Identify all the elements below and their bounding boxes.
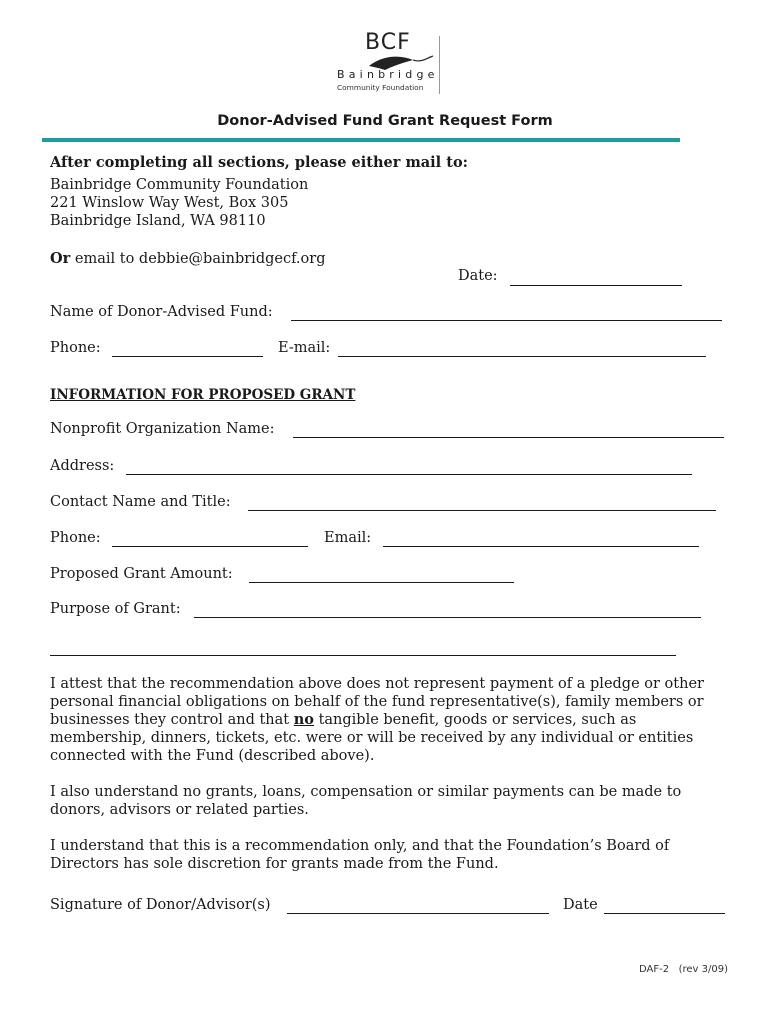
or-label: Or [50,250,71,267]
date-field[interactable] [510,285,682,286]
org-address-field[interactable] [126,474,692,475]
logo-subtitle: Community Foundation [337,83,424,92]
grant-amount-label: Proposed Grant Amount: [50,566,233,582]
date-label: Date: [458,268,498,284]
donor-email-label: E-mail: [278,340,331,356]
attestation-p1-emphasis: no [293,711,314,728]
org-phone-label: Phone: [50,530,101,546]
org-name-field[interactable] [293,437,724,438]
form-title: Donor-Advised Fund Grant Request Form [217,113,553,129]
donor-email-field[interactable] [338,356,706,357]
org-phone-field[interactable] [112,546,308,547]
donor-phone-field[interactable] [112,356,263,357]
purpose-field-continued[interactable] [50,655,676,656]
attestation-p1-start: I attest that the recommendation above does not represent payment of a pledge or other personal financial obligations on behalf of the fund representative(s), family members or businesses they control and that [50,676,704,728]
fund-name-label: Name of Donor-Advised Fund: [50,304,273,320]
signature-date-label: Date [563,897,598,913]
purpose-field[interactable] [194,617,701,618]
address-line-3: Bainbridge Island, WA 98110 [50,213,266,229]
email-instruction [50,250,325,267]
attestation-paragraph-3: I understand that this is a recommendation only, and that the Foundation’s Board of Directors has sole discretion for grants made from the Fund. [50,838,670,872]
purpose-label: Purpose of Grant: [50,601,181,617]
org-name-label: Nonprofit Organization Name: [50,421,275,437]
grant-amount-field[interactable] [249,582,514,583]
signature-date-field[interactable] [604,913,725,914]
logo [335,30,445,96]
org-email-field[interactable] [383,546,699,547]
mail-instructions-heading: After completing all sections, please either mail to: [50,154,468,171]
signature-field[interactable] [287,913,549,914]
address-line-1: Bainbridge Community Foundation [50,177,309,193]
grant-section-heading: INFORMATION FOR PROPOSED GRANT [50,387,356,403]
form-revision-code: DAF-2 (rev 3/09) [638,964,728,975]
org-address-label: Address: [50,458,115,474]
attestation-paragraph-2: I also understand no grants, loans, compensation or similar payments can be made to donors, advisors or related parties. [50,784,682,818]
email-instruction-text: email to debbie@bainbridgecf.org [74,251,326,267]
signature-label: Signature of Donor/Advisor(s) [50,897,271,913]
title-rule [42,138,680,142]
logo-mark: BCF [365,30,411,55]
attestation-p1-end: tangible benefit, goods or services, such as membership, dinners, tickets, etc. were or will be received by any individual or entities connected with the Fund (described above). [50,712,694,764]
address-line-2: 221 Winslow Way West, Box 305 [50,195,289,211]
contact-field[interactable] [248,510,716,511]
attestation-paragraph-1 [50,675,730,765]
org-email-label: Email: [324,530,372,546]
contact-label: Contact Name and Title: [50,494,231,510]
logo-divider [439,36,440,94]
fund-name-field[interactable] [291,320,722,321]
donor-phone-label: Phone: [50,340,101,356]
logo-name: Bainbridge [337,68,439,81]
